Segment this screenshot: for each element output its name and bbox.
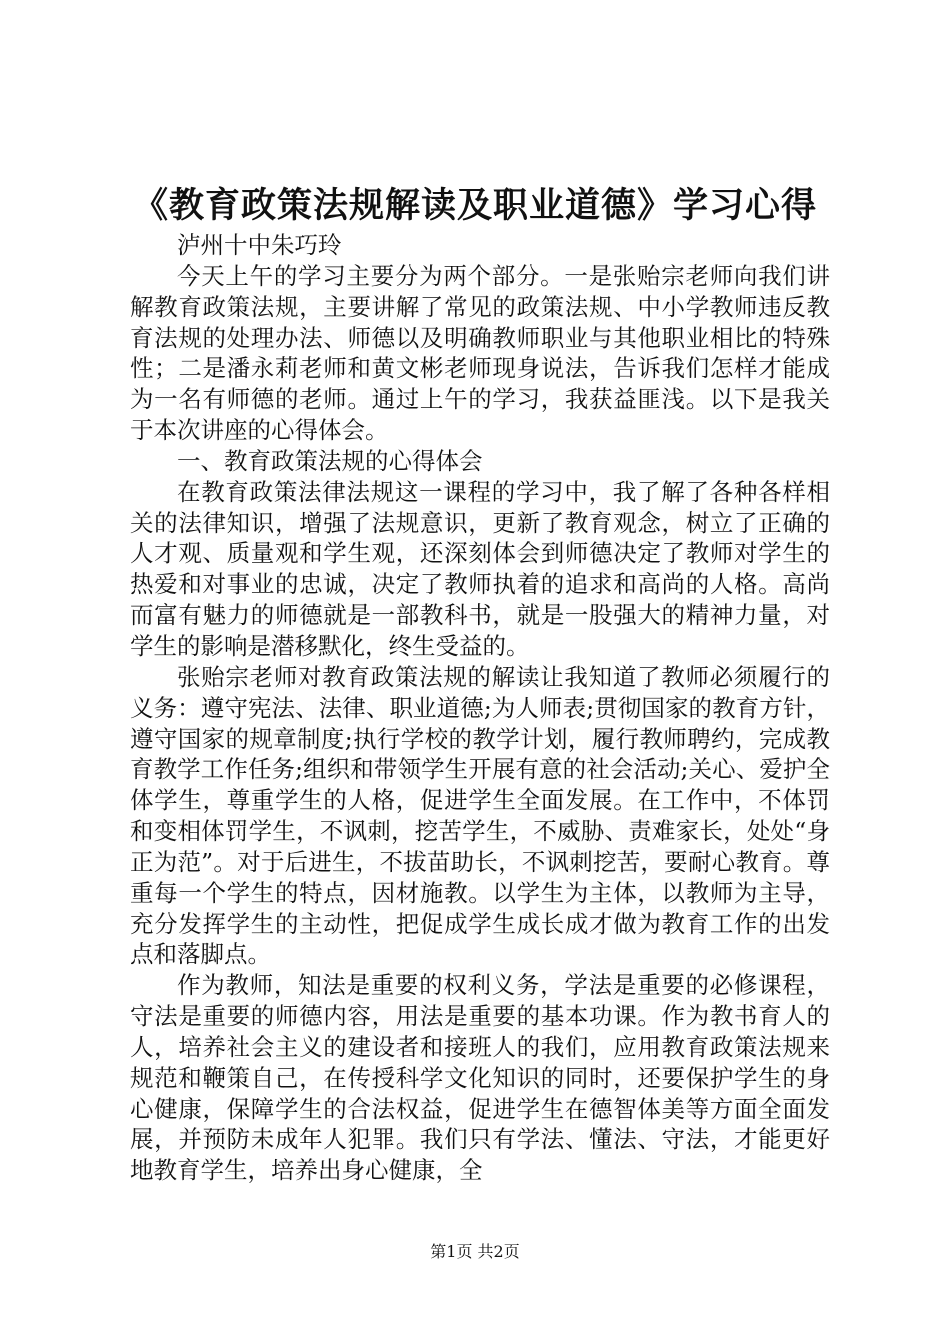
document-body [130, 230, 830, 1186]
paragraph-body: 张贻宗老师对教育政策法规的解读让我知道了教师必须履行的义务：遵守宪法、法律、职业道德;为人师表;贯彻国家的教育方针，遵守国家的规章制度;执行学校的教学计划，履行教师聘约，完成教育教学工作任务;组织和带领学生开展有意的社会活动;关心、爱护全体学生，尊重学生的人格，促进学生全面发展。在工作中，不体罚和变相体罚学生，不讽刺，挖苦学生，不威胁、责难家长，处处“身正为范”。对于后进生，不拔苗助长，不讽刺挖苦，要耐心教育。尊重每一个学生的特点，因材施教。以学生为主体，以教师为主导，充分发挥学生的主动性，把促成学生成长成才做为教育工作的出发点和落脚点。 [130, 662, 830, 969]
paragraph-body: 在教育政策法律法规这一课程的学习中，我了解了各种各样相关的法律知识，增强了法规意识，更新了教育观念，树立了正确的人才观、质量观和学生观，还深刻体会到师德决定了教师对学生的热爱和对事业的忠诚，决定了教师执着的追求和高尚的人格。高尚而富有魅力的师德就是一部教科书，就是一股强大的精神力量，对学生的影响是潜移默化，终生受益的。 [130, 477, 830, 660]
author-line: 泸州十中朱巧玲 [177, 231, 342, 259]
document-title: 《教育政策法规解读及职业道德》学习心得 [132, 185, 817, 226]
page-number-footer: 第1页 共2页 [430, 1242, 520, 1261]
paragraph-intro: 今天上午的学习主要分为两个部分。一是张贻宗老师向我们讲解教育政策法规，主要讲解了常见的政策法规、中小学教师违反教育法规的处理办法、师德以及明确教师职业与其他职业相比的特殊性；二是潘永莉老师和黄文彬老师现身说法，告诉我们怎样才能成为一名有师德的老师。通过上午的学习，我获益匪浅。以下是我关于本次讲座的心得体会。 [130, 261, 830, 445]
section-heading: 一、教育政策法规的心得体会 [177, 446, 483, 475]
paragraph-body: 作为教师，知法是重要的权利义务，学法是重要的必修课程，守法是重要的师德内容，用法是重要的基本功课。作为教书育人的人，培养社会主义的建设者和接班人的我们，应用教育政策法规来规范和鞭策自己，在传授科学文化知识的同时，还要保护学生的身心健康，保障学生的合法权益，促进学生在德智体美等方面全面发展，并预防未成年人犯罪。我们只有学法、懂法、守法，才能更好地教育学生，培养出身心健康，全 [130, 971, 830, 1185]
